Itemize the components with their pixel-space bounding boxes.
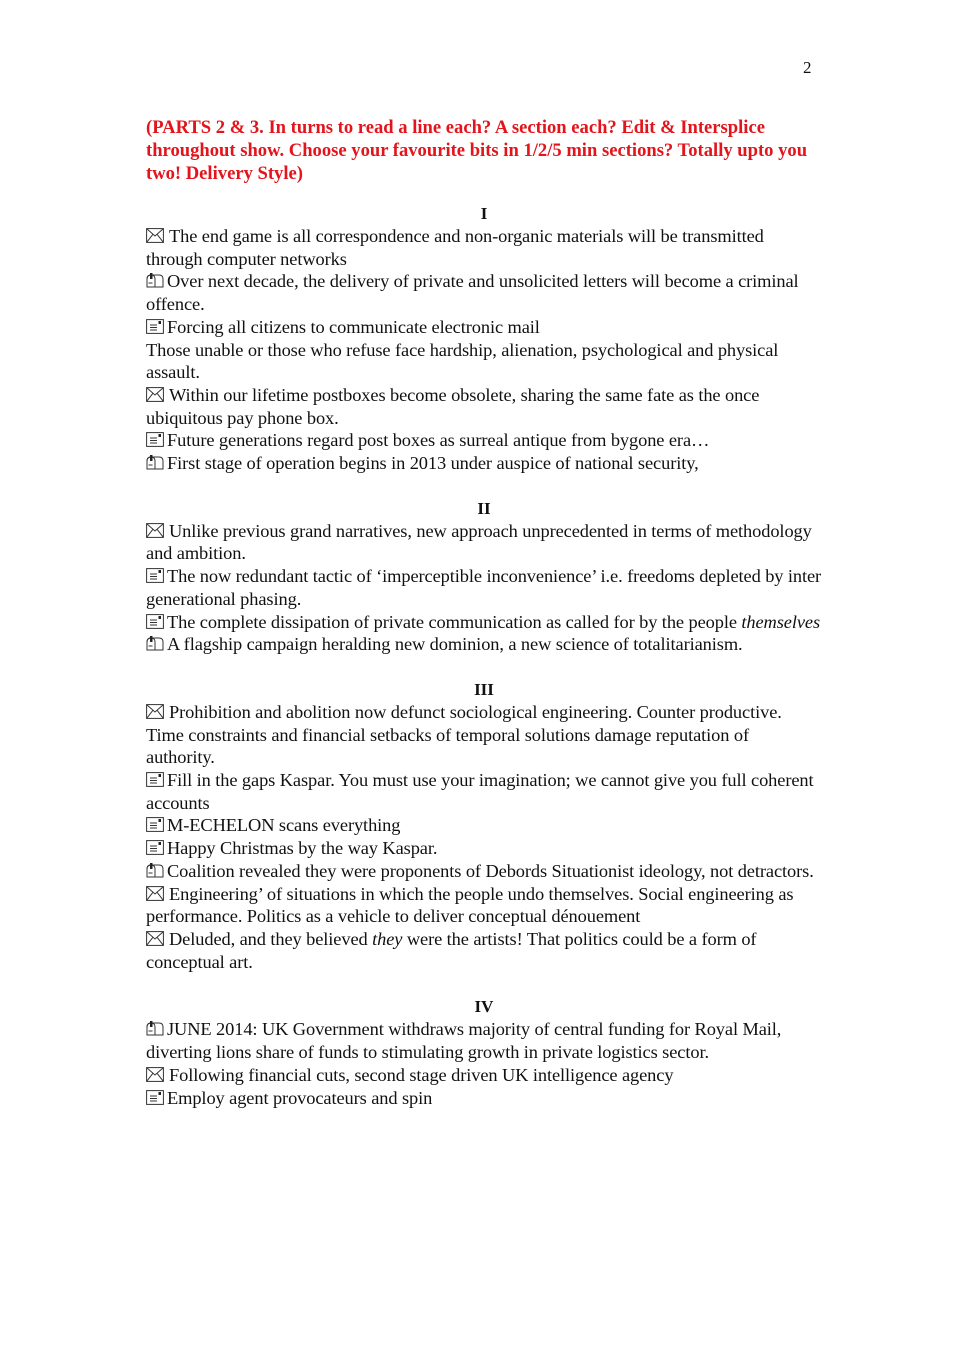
line-text: Fill in the gaps Kaspar. You must use your imagination; we cannot give you full coherent accounts <box>146 770 814 813</box>
script-line <box>146 270 822 315</box>
line-text: Engineering’ of situations in which the people undo themselves. Social engineering as performance. Politics as a vehicle to deliver conceptual dénouement <box>146 883 794 927</box>
page-number: 2 <box>803 58 812 77</box>
envelope-icon <box>146 228 164 243</box>
script-line <box>146 339 822 384</box>
line-text: Future generations regard post boxes as surreal antique from bygone era… <box>167 430 710 451</box>
line-text: Over next decade, the delivery of private and unsolicited letters will become a criminal offence. <box>146 271 799 315</box>
script-line <box>146 316 822 339</box>
envelope-icon <box>146 931 164 946</box>
script-line <box>146 565 822 610</box>
envelope-icon <box>146 1067 164 1082</box>
inbox-tray-icon <box>146 840 164 855</box>
script-line <box>146 452 822 475</box>
line-text: First stage of operation begins in 2013 under auspice of national security, <box>167 453 699 474</box>
script-line <box>146 429 822 452</box>
envelope-icon <box>146 387 164 402</box>
line-text: The now redundant tactic of ‘imperceptible inconvenience’ i.e. freedoms depleted by inter generational phasing. <box>146 566 822 609</box>
line-emphasis: themselves <box>741 611 821 632</box>
document-body <box>146 116 822 1131</box>
line-text: Deluded, and they believed <box>169 928 373 949</box>
section-3 <box>146 678 822 973</box>
script-line <box>146 1087 822 1110</box>
script-line <box>146 633 822 656</box>
script-line <box>146 769 822 814</box>
script-line <box>146 384 822 429</box>
line-text: A flagship campaign heralding new dominion, a new science of totalitarianism. <box>167 634 743 655</box>
line-text: Employ agent provocateurs and spin <box>167 1087 433 1108</box>
line-text: were the artists! That politics could be a form of conceptual art. <box>146 928 757 972</box>
line-text: Forcing all citizens to communicate electronic mail <box>167 316 540 337</box>
section-heading: IV <box>474 997 494 1017</box>
line-text: JUNE 2014: UK Government withdraws majority of central funding for Royal Mail, diverting lions share of funds to stimulating growth in private logistics sector. <box>146 1019 782 1063</box>
script-line <box>146 883 822 928</box>
script-line <box>146 837 822 860</box>
section-1 <box>146 202 822 475</box>
line-text: The end game is all correspondence and non-organic materials will be transmitted through computer networks <box>146 226 764 269</box>
line-text: Within our lifetime postboxes become obsolete, sharing the same fate as the once ubiquitous pay phone box. <box>146 384 760 428</box>
script-line <box>146 701 822 769</box>
line-text: Those unable or those who refuse face hardship, alienation, psychological and physical assault. <box>146 339 779 383</box>
envelope-icon <box>146 886 164 901</box>
line-text: Prohibition and abolition now defunct sociological engineering. Counter productive. Time constraints and financial setbacks of temporal solutions damage reputation of authority. <box>146 701 782 768</box>
section-4 <box>146 995 822 1109</box>
line-text: Happy Christmas by the way Kaspar. <box>167 838 438 859</box>
section-2 <box>146 497 822 656</box>
mailbox-icon <box>146 273 164 288</box>
envelope-icon <box>146 523 164 538</box>
script-line <box>146 860 822 883</box>
script-line <box>146 225 822 270</box>
script-line <box>146 928 822 973</box>
inbox-tray-icon <box>146 772 164 787</box>
inbox-tray-icon <box>146 614 164 629</box>
mailbox-icon <box>146 1021 164 1036</box>
mailbox-icon <box>146 636 164 651</box>
script-line <box>146 1018 822 1063</box>
line-text: Unlike previous grand narratives, new approach unprecedented in terms of methodology and ambition. <box>146 520 812 564</box>
script-line <box>146 1064 822 1087</box>
inbox-tray-icon <box>146 319 164 334</box>
delivery-instructions: (PARTS 2 & 3. In turns to read a line each? A section each? Edit & Intersplice throughout show. Choose your favourite bits in 1/2/5 min sections? Totally upto you two! Delivery Style) <box>146 117 808 184</box>
line-text: Following financial cuts, second stage driven UK intelligence agency <box>169 1064 674 1085</box>
section-heading: III <box>474 679 494 699</box>
inbox-tray-icon <box>146 568 164 583</box>
inbox-tray-icon <box>146 817 164 832</box>
mailbox-icon <box>146 863 164 878</box>
sections-container <box>146 202 822 1109</box>
script-line <box>146 814 822 837</box>
line-text: The complete dissipation of private communication as called for by the people <box>167 611 742 632</box>
section-heading: II <box>477 498 491 518</box>
line-text: Coalition revealed they were proponents of Debords Situationist ideology, not detractors. <box>167 860 814 881</box>
line-emphasis: they <box>372 928 403 949</box>
section-heading: I <box>480 204 488 223</box>
inbox-tray-icon <box>146 432 164 447</box>
script-line <box>146 611 822 634</box>
inbox-tray-icon <box>146 1090 164 1105</box>
mailbox-icon <box>146 455 164 470</box>
script-line <box>146 520 822 565</box>
line-text: M-ECHELON scans everything <box>167 815 401 836</box>
envelope-icon <box>146 704 164 719</box>
